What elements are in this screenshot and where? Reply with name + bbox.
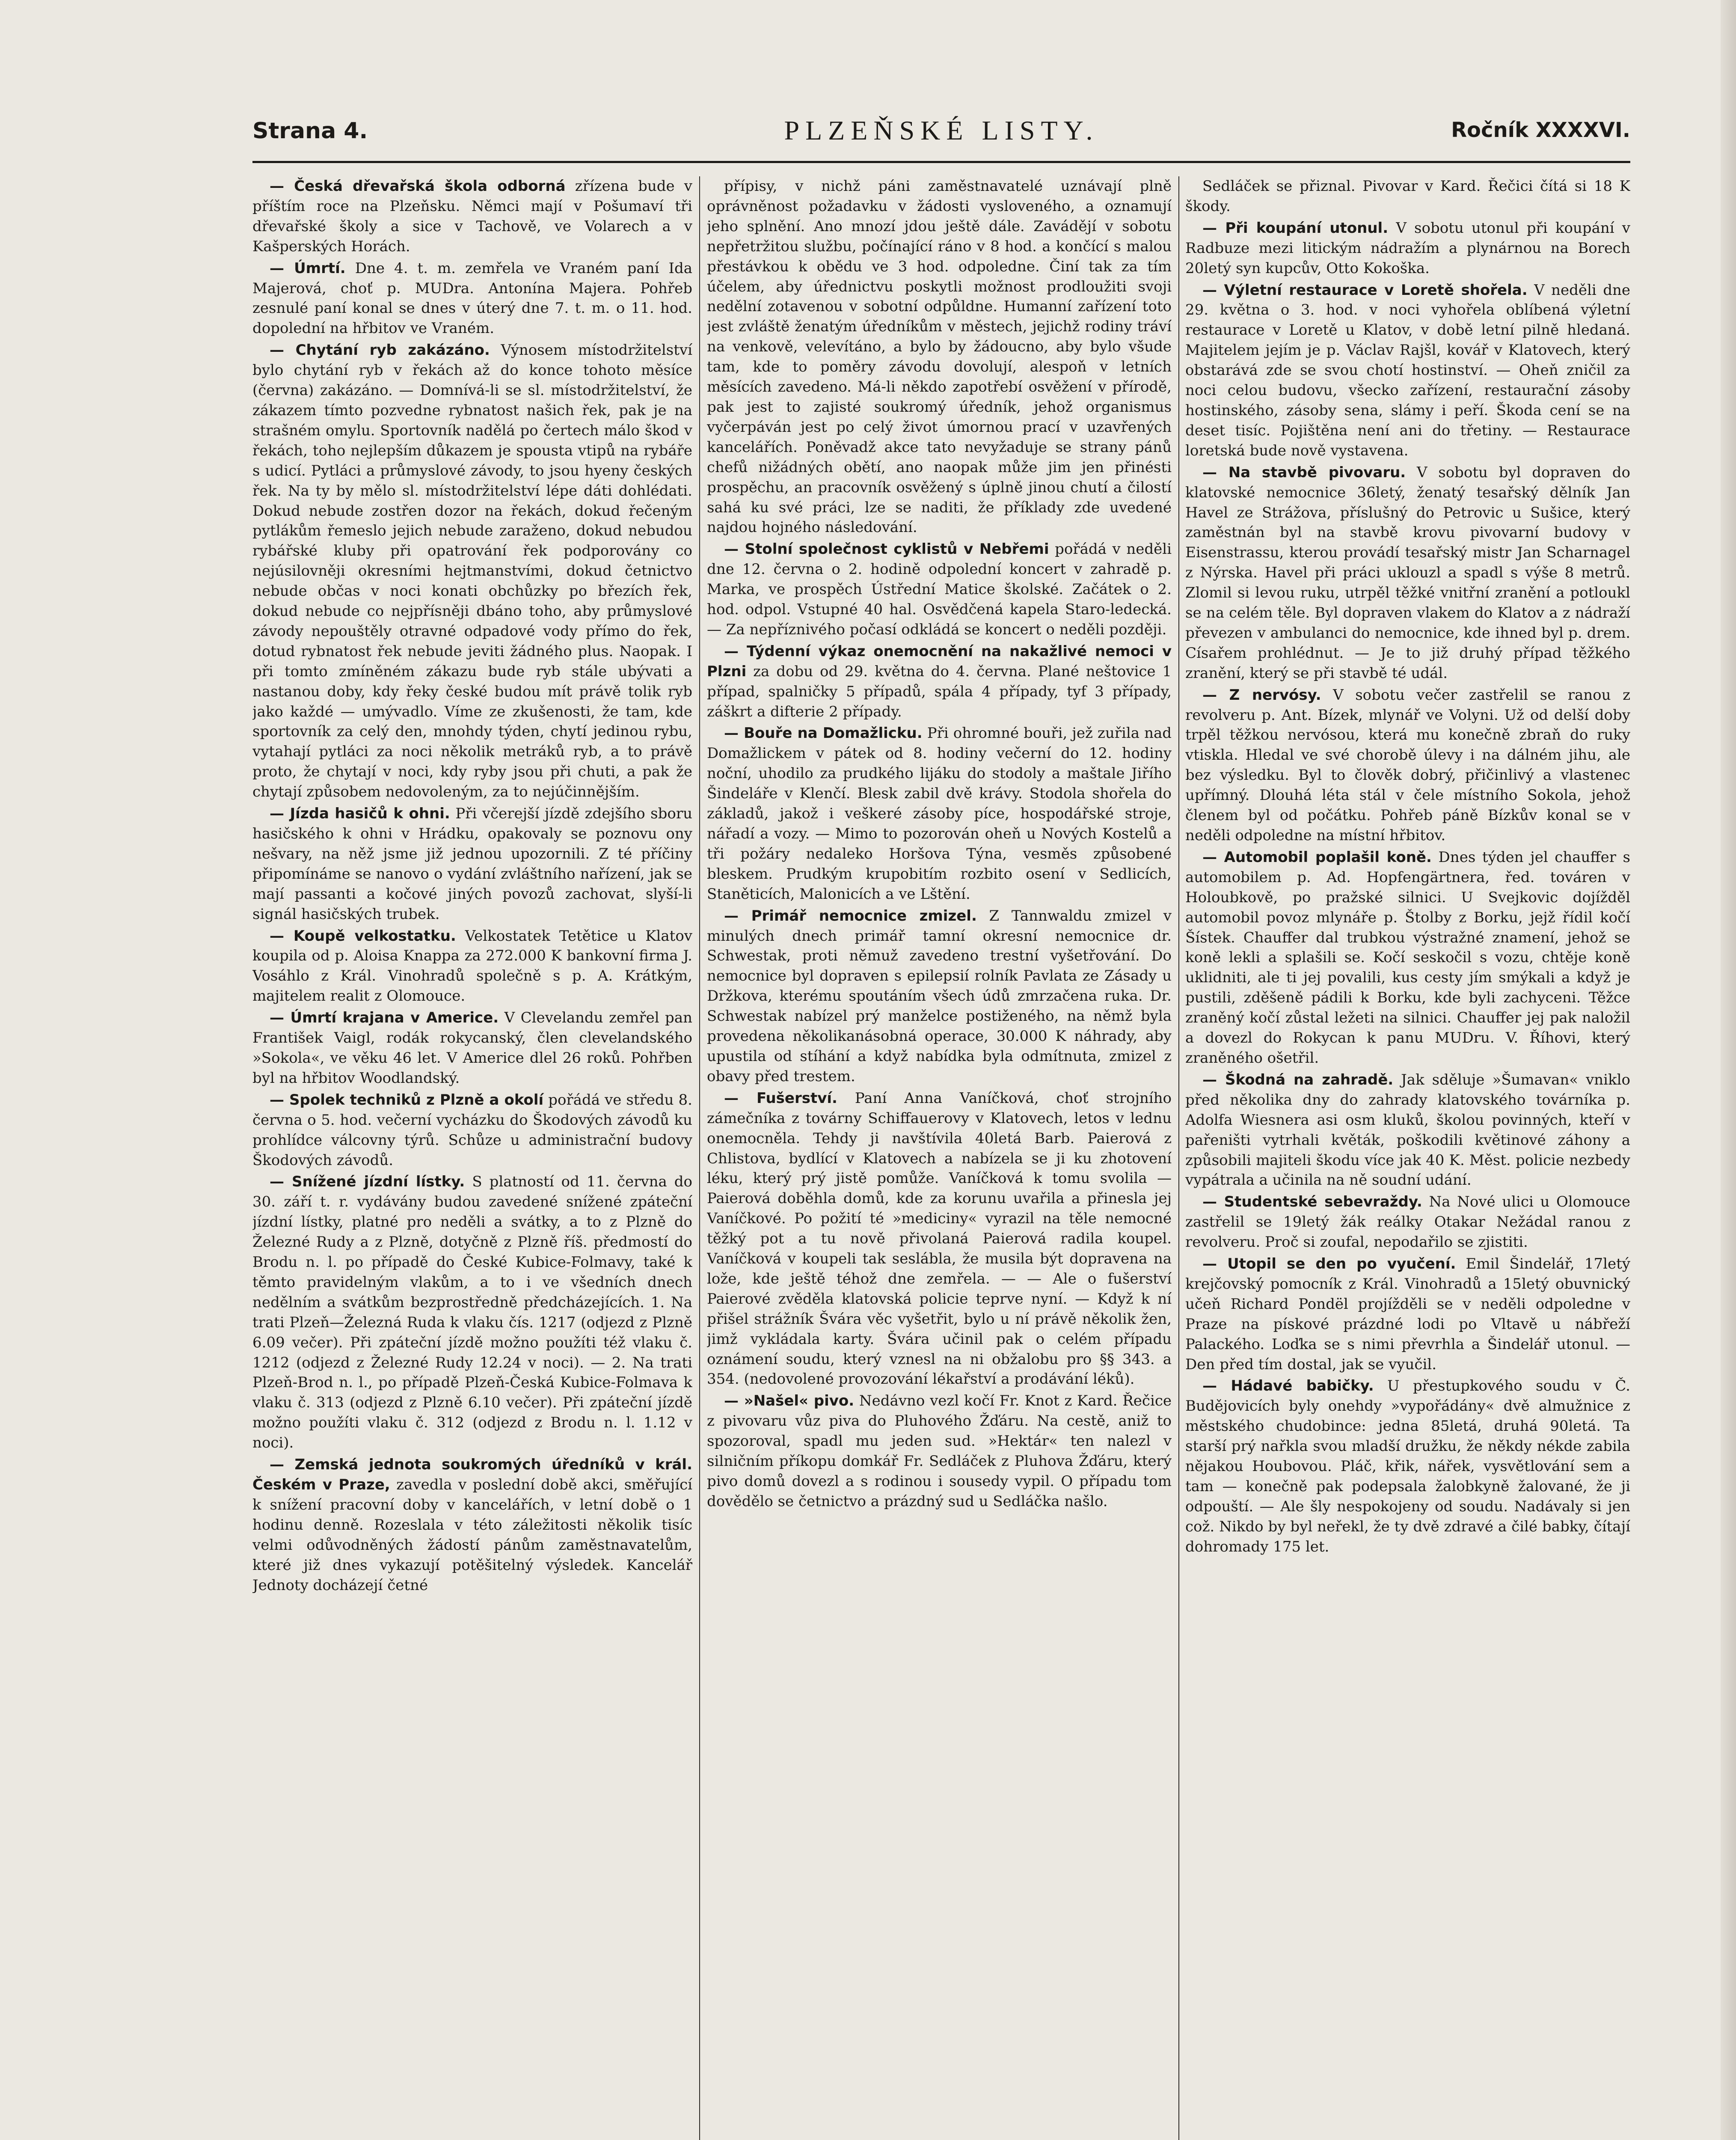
article-text: U přestupkového soudu v Č. Budějovicích byly onehdy »vypořádány« dvě almužnice z městského chudobince: jedna 85letá, druhá 90letá. Ta starší prý nařkla svou mladší družku, že někdy nékde zabila nějakou Houbovou. Pláč, křik, nářek, vysvětlování sem a tam — konečně pak podepsala žalobkyně žalované, že ji odpouští. — Ale šly nespokojeny od soudu. Nadávaly si jen což. Nikdo by byl neřekl, že ty dvě zdravé a čilé babky, čítají dohromady 175 let. bbox=[1185, 1377, 1630, 1555]
article-text: Jak sděluje »Šumavan« vniklo před několika dny do zahrady klatovského továrníka p. Adolfa Wiesnera asi osm kluků, školou povinných, kteří v pařeništi vytrhali květák, poškodili květinové záhony a způsobili majiteli škodu více jak 40 K. Měst. policie nezbedy vypátrala a učinila na ně soudní udání. bbox=[1185, 1071, 1630, 1189]
article-headline: — Studentské sebevraždy. bbox=[1202, 1193, 1422, 1211]
article bbox=[252, 1172, 692, 1453]
article bbox=[1185, 1070, 1630, 1190]
article-text: pořádá ve středu 8. června o 5. hod. večerní vycházku do Škodových závodů ku prohlídce válcovny týrů. Schůze u administrační budovy Škodových závodů. bbox=[252, 1091, 692, 1169]
page-edge bbox=[1721, 0, 1736, 2140]
article bbox=[1185, 218, 1630, 279]
article bbox=[707, 723, 1172, 904]
article-text: Při ohromné bouři, jež zuřila nad Domažlickem v pátek od 8. hodiny večerní do 12. hodiny noční, uhodilo za prudkého lijáku do stodoly a maštale Jiřího Šindeláře v Klenčí. Blesk zabil dvě krávy. Stodola shořela do základů, jakož i veškeré zásoby píce, hospodářské stroje, nářadí a vozy. — Mimo to pozorován oheň u Nových Kostelů a tři požáry nedaleko Horšova Týna, vesměs způsobené bleskem. Prudkým krupobitím rozbito osení v Sedlicích, Staněticích, Malonicích a ve Lštění. bbox=[707, 725, 1172, 903]
article-text: pořádá v neděli dne 12. června o 2. hodině odpolední koncert v zahradě p. Marka, ve prospěch Ústřední Matice školské. Začátek o 2. hod. odpol. Vstupné 40 hal. Osvědčená kapela Staro-ledecká. — Za nepříznivého počasí odkládá se koncert o neděli později. bbox=[707, 541, 1172, 638]
article-headline: — Jízda hasičů k ohni. bbox=[270, 805, 450, 823]
article-text: za dobu od 29. května do 4. června. Plané neštovice 1 případ, spalničky 5 případů, spála 4 případy, tyf 3 případy, záškrt a difterie 2 případy. bbox=[707, 663, 1172, 720]
article-headline: — Snížené jízdní lístky. bbox=[270, 1173, 465, 1191]
article-headline: — Česká dřevařská škola odborná bbox=[270, 178, 566, 195]
article-headline: — »Našel« pivo. bbox=[724, 1392, 855, 1410]
article-text: Sedláček se přiznal. Pivovar v Kard. Řečici čítá si 18 K škody. bbox=[1185, 178, 1630, 215]
article-headline: — Z nervósy. bbox=[1202, 686, 1321, 704]
article-text: V Clevelandu zemřel pan František Vaigl, rodák rokycanský, člen clevelandského »Sokola«, ve věku 46 let. V Americe dlel 26 roků. Pohřben byl na hřbitov Woodlandský. bbox=[252, 1009, 692, 1087]
article bbox=[1185, 1254, 1630, 1374]
article-headline: — Výletní restaurace v Loretě shořela. bbox=[1202, 281, 1528, 299]
article bbox=[1185, 280, 1630, 461]
article bbox=[252, 1008, 692, 1088]
article bbox=[1185, 847, 1630, 1068]
column-2 bbox=[707, 176, 1172, 2140]
article-headline: — Fušerství. bbox=[724, 1089, 837, 1107]
article-text: Dne 4. t. m. zemřela ve Vraném paní Ida Majerová, choť p. MUDra. Antonína Majera. Pohřeb zesnulé paní konal se dnes v úterý dne 7. t. m. o 11. hod. dopolední na hřbitov ve Vraném. bbox=[252, 259, 692, 337]
volume-number: Ročník XXXXVI. bbox=[1451, 118, 1630, 142]
article-text: Na Nové ulici u Olomouce zastřelil se 19letý žák reálky Otakar Nežádal ranou z revolveru. Proč si zoufal, nepodařilo se zjistiti. bbox=[1185, 1193, 1630, 1251]
article-headline: — Hádavé babičky. bbox=[1202, 1377, 1374, 1395]
article-headline: — Stolní společnost cyklistů v Nebřemi bbox=[724, 541, 1049, 558]
column-divider bbox=[699, 176, 700, 2140]
article bbox=[252, 340, 692, 802]
page-number: Strana 4. bbox=[252, 118, 368, 144]
article bbox=[707, 1088, 1172, 1390]
article-headline: — Škodná na zahradě. bbox=[1202, 1071, 1394, 1088]
article-headline: — Na stavbě pivovaru. bbox=[1202, 464, 1406, 481]
article bbox=[1185, 176, 1630, 217]
header-rule bbox=[252, 161, 1630, 163]
article bbox=[252, 1090, 692, 1171]
article-text: V neděli dne 29. května o 3. hod. v noci vyhořela oblíbená výletní restaurace v Loretě u Klatov, v době letní pilně hledaná. Majitelem jejím je p. Václav Rajšl, kovář v Klatovech, který obstarává zde se svou chotí hostinství. — Oheň zničil za noci celou budovu, všecko zařízení, restaurační zásoby hostinského, zásoby sena, slámy i peří. Škoda cení se na deset tisíc. Pojištěna není ani do třetiny. — Restaurace loretská bude nově vystavena. bbox=[1185, 281, 1630, 459]
article-text: zavedla v poslední době akci, směřující k snížení pracovní doby v kancelářích, v letní době o 1 hodinu denně. Rozeslala v této záležitosti několik tisíc velmi odůvodněných žádostí pánům zaměstnavatelům, které již dnes vykazují potěšitelný výsledek. Kancelář Jednoty docházejí četné bbox=[252, 1476, 692, 1594]
article-headline: — Utopil se den po vyučení. bbox=[1202, 1255, 1456, 1273]
article-headline: — Koupě velkostatku. bbox=[270, 927, 456, 945]
article-text: Paní Anna Vaníčková, choť strojního zámečníka z továrny Schiffauerovy v Klatovech, letos v lednu onemocněla. Tehdy ji navštívila 40letá Barb. Paierová z Chlistova, bydlící v Klatovech a nabízela se ji ku zhotovení léku, který prý jistě pomůže. Vaníčková k tomu svolila — Paierová doběhla domů, kde za korunu uvařila a přinesla jej Vaníčkové. Po požití té »mediciny« vyrazil na těle nemocné těžký pot a tu nově přivolaná Paierová radila koupel. Vaníčková v koupeli tak seslábla, že musila být dopravena na lože, kde ještě téhož dne zemřela. — — Ale o fušerství Paierové zvěděla klatovská policie teprve nyní. — Když k ní přišel strážník Švára věc vyšetřit, bylo u ní právě několik žen, jimž vykládala karty. Švára učinil pak o celém případu oznámení soudu, který vznesl na ni obžalobu pro §§ 343. a 354. (nedovolené provozování lékařství a prodávání léků). bbox=[707, 1089, 1172, 1388]
article bbox=[252, 804, 692, 924]
page-header bbox=[252, 115, 1630, 149]
article-text: V sobotu byl dopraven do klatovské nemocnice 36letý, ženatý tesařský dělník Jan Havel ze Strážova, příslušný do Petrovic u Sušice, který zaměstnán byl na stavbě krovu pivovarní budovy v Eisenstrassu, kterou provádí tesařský mistr Jan Scharnagel z Nýrska. Havel při práci uklouzl a spadl s výše 8 metrů. Zlomil si levou ruku, utrpěl těžké vnitřní zranění a potloukl se na celém těle. Byl dopraven vlakem do Klatov a z nádraží převezen v ambulanci do nemocnice, kde ihned byl p. drem. Císařem prohlédnut. — Je to již druhý případ těžkého zranění, který se při stavbě té udál. bbox=[1185, 464, 1630, 682]
article bbox=[252, 926, 692, 1007]
article bbox=[1185, 685, 1630, 846]
article-headline: — Spolek techniků z Plzně a okolí bbox=[270, 1091, 544, 1109]
article bbox=[707, 539, 1172, 640]
article-text: Výnosem místodržitelství bylo chytání ryb v řekách až do konce tohoto měsíce (června) zakázáno. — Domnívá-li se sl. místodržitelství, že zákazem tímto pozvedne rybnatost našich řek, pak je na strašném omylu. Sportovník nadělá po čertech málo škod v řekách, toho nejlepším důkazem je spousta vtipů na rybáře s udicí. Pytláci a průmyslové závody, to jsou hyeny českých řek. Na ty by mělo sl. místodržitelství lépe dáti dohlédati. Dokud nebude zostřen dozor na řekách, dokud řečeným pytlákům řemeslo jejich nebude zaraženo, dokud nebudou rybářské kluby při opatrování řek podporovány co nejúsilovněji okresními hejtmanstvími, dokud četnictvo nebude občas v noci konati obchůzky po březích řek, dokud nebude co nejpřísněji dbáno toho, aby průmyslové závody nepouštěly otravné odpadové vody přímo do řek, dotud rybnatost řek nebude jeviti žádného plus. Naopak. I při tomto zmíněném zákazu bude ryb stále ubývati a nastanou doby, kdy řeky české budou mít právě tolik ryb jako každé — umývadlo. Víme ze zkušenosti, že tam, kde sportovník za celý den, mnohdy týden, chytí jedinou rybu, vytahají pytláci za noci několik metráků ryb, a to právě proto, že chytají v noci, kdy ryby jsou při chuti, a pak že chytají způsobem nedovoleným, za to nejúčinnějším. bbox=[252, 342, 692, 801]
article-text: Velkostatek Tetětice u Klatov koupila od p. Aloisa Knappa za 272.000 K bankovní firma J. Vosáhlo z Král. Vinohradů společně s p. A. Krátkým, majitelem realit z Olomouce. bbox=[252, 927, 692, 1005]
article bbox=[707, 906, 1172, 1087]
column-divider bbox=[1178, 176, 1179, 2140]
article-text: Emil Šindelář, 17letý krejčovský pomocník z Král. Vinohradů a 15letý obuvnický učeň Richard Pondël projížděli se v neděli odpoledne v Praze na pískové prázdné lodi po Vltavě u nábřeží Palackého. Loďka se s nimi převrhla a Šindelář utonul. — Den před tím dostal, jak se vyučil. bbox=[1185, 1255, 1630, 1373]
column-3 bbox=[1185, 176, 1630, 2140]
article bbox=[252, 259, 692, 339]
article-text: Z Tannwaldu zmizel v minulých dnech primář tamní okresní nemocnice dr. Schwestak, proti němuž zavedeno trestní vyšetřování. Do nemocnice byl dopraven s epilepsií rolník Pavlata ze Zásady u Držkova, kterému spoutáním všech údů zmrzačena ruka. Dr. Schwestak nabízel prý manželce postiženého, na němž byla provedena několikanásobná operace, 30.000 K náhrady, aby upustila od stíhání a když nabídka byla odmítnuta, zmizel z obavy před trestem. bbox=[707, 907, 1172, 1085]
article-headline: — Bouře na Domažlicku. bbox=[724, 725, 923, 742]
article bbox=[1185, 1192, 1630, 1252]
article-text: V sobotu večer zastřelil se ranou z revolveru p. Ant. Bízek, mlynář ve Volyni. Už od delší doby trpěl těžkou nervósou, která mu konečně zbraň do ruky vtiskla. Hledal ve své chorobě úlevy i na dálném jihu, ale bez výsledku. Byl to člověk dobrý, přičinlivý a vlastenec upřímný. Dlouhá léta stál v čele místního Sokola, jehož členem byl od počátku. Pohřeb páně Bízkův konal se v neděli odpoledne na místní hřbitov. bbox=[1185, 686, 1630, 844]
article bbox=[707, 1391, 1172, 1511]
article bbox=[707, 642, 1172, 722]
article bbox=[707, 176, 1172, 538]
article bbox=[252, 1455, 692, 1595]
article-text: zřízena bude v příštím roce na Plzeňsku. Němci mají v Pošumaví tři dřevařské školy a sice v Tachově, ve Volarech a v Kašperských Horách. bbox=[252, 178, 692, 255]
article-headline: — Úmrtí. bbox=[270, 259, 346, 277]
article-headline: — Úmrtí krajana v Americe. bbox=[270, 1009, 499, 1027]
article-headline: — Týdenní výkaz onemocnění na nakažlivé nemoci v Plzni bbox=[707, 642, 1172, 680]
column-1 bbox=[252, 176, 692, 2140]
article-text: Nedávno vezl kočí Fr. Knot z Kard. Řečice z pivovaru vůz piva do Pluhového Žďáru. Na cestě, aniž to spozoroval, spadl mu jeden sud. »Hektár« ten nalezl v silničním příkopu domkář Fr. Sedláček z Pluhova Žďáru, který pivo domů dovezl a s rodinou i sousedy vypil. O případu tom dovědělo se četnictvo a prázdný sud u Sedláčka našlo. bbox=[707, 1392, 1172, 1510]
article bbox=[1185, 463, 1630, 684]
newspaper-title: PLZEŇSKÉ LISTY. bbox=[784, 115, 1099, 146]
article-headline: — Při koupání utonul. bbox=[1202, 219, 1389, 237]
article-headline: — Zemská jednota soukromých úředníků v král. Českém v Praze, bbox=[252, 1456, 692, 1493]
article-text: S platností od 11. června do 30. září t. r. vydávány budou zavedené snížené zpáteční jízdní lístky, platné pro neděli a svátky, a to z Plzně do Železné Rudy a z Plzně, dotyčně z Plzně říš. předmostí do Brodu n. l. po případě do České Kubice-Folmavy, také k těmto pravidelným vlakům, a to i ve všedních dnech nedělním a svátkům bezprostředně předcházejících. 1. Na trati Plzeň—Železná Ruda k vlaku čís. 1217 (odjezd z Plzně 6.09 večer). Při zpáteční jízdě možno použíti též vlaku č. 1212 (odjezd z Železné Rudy 12.24 v noci). — 2. Na trati Plzeň-Brod n. l., po případě Plzeň-Česká Kubice-Folmava k vlaku č. 313 (odjezd z Plzně 6.10 večer). Při zpáteční jízdě možno použíti vlaku č. 312 (odjezd z Brodu n. l. 1.12 v noci). bbox=[252, 1173, 692, 1452]
article-headline: — Chytání ryb zakázáno. bbox=[270, 342, 490, 359]
article bbox=[1185, 1376, 1630, 1557]
article-text: Při včerejší jízdě zdejšího sboru hasičského k ohni v Hrádku, opakovaly se poznovu ony nešvary, na něž jsme již jednou upozornili. Z té příčiny připomínáme se nanovo o vydání zvláštního nařízení, jak se mají passanti a kočové jiných povozů zachovat, slyší-li signál hasičských trubek. bbox=[252, 805, 692, 923]
article-text: V sobotu utonul při koupání v Radbuze mezi litickým nádražím a plynárnou na Borech 20letý syn kupcův, Otto Kokoška. bbox=[1185, 219, 1630, 277]
article-headline: — Primář nemocnice zmizel. bbox=[724, 907, 977, 924]
article-headline: — Automobil poplašil koně. bbox=[1202, 848, 1432, 866]
article-text: Dnes týden jel chauffer s automobilem p. Ad. Hopfengärtnera, řed. továren v Holoubkově, po pražské silnici. U Svejkovic dojížděl automobil povoz mlynáře p. Štolby z Borku, jejž řídil kočí Šístek. Chauffer dal trubkou výstražné znamení, jehož se koně lekli a splašili se. Kočí seskočil s vozu, chtěje koně uklidniti, ale ti jej povalili, kus cesty jím smýkali a když je pustili, zděšeně pádili k Borku, kde byli zachyceni. Těžce zraněný kočí zůstal ležeti na silnici. Chauffer jej pak naložil a dovezl do Rokycan k panu MUDru. V. Říhovi, který zraněného ošetřil. bbox=[1185, 848, 1630, 1067]
article bbox=[252, 176, 692, 257]
article-text: přípisy, v nichž páni zaměstnavatelé uznávají plně oprávněnost požadavku v žádosti vysloveného, a oznamují jeho splnění. Ano mnozí jdou ještě dále. Zavádějí v sobotu nepřetržitou službu, počínající ráno v 8 hod. a končící s malou přestávkou k obědu ve 3 hod. odpoledne. Činí tak za tím účelem, aby úřednictvu poskytli možnost prodloužiti svoji nedělní zotavenou v sobotní odpůldne. Humanní zařízení toto jest zvláště ženatým úředníkům v městech, jejichž rodiny tráví na venkově, velevítáno, a bylo by žádoucno, aby bylo všude tam, kde to poměry závodu dovolují, alespoň v letních měsících zavedeno. Má-li někdo zapotřebí osvěžení v přírodě, pak jest to zajisté soukromý úředník, jehož organismus vyčerpáván jest po celý život úmornou prací v uzavřených kancelářích. Poněvadž akce tato nevyžaduje se strany pánů chefů nižádných obětí, ano naopak může jim jen přinésti prospěchu, an pracovník osvěžený s úplně jinou chutí a čilostí sahá ku své práci, lze se naditi, že příklady zde uvedené najdou hojného následování. bbox=[707, 178, 1172, 536]
